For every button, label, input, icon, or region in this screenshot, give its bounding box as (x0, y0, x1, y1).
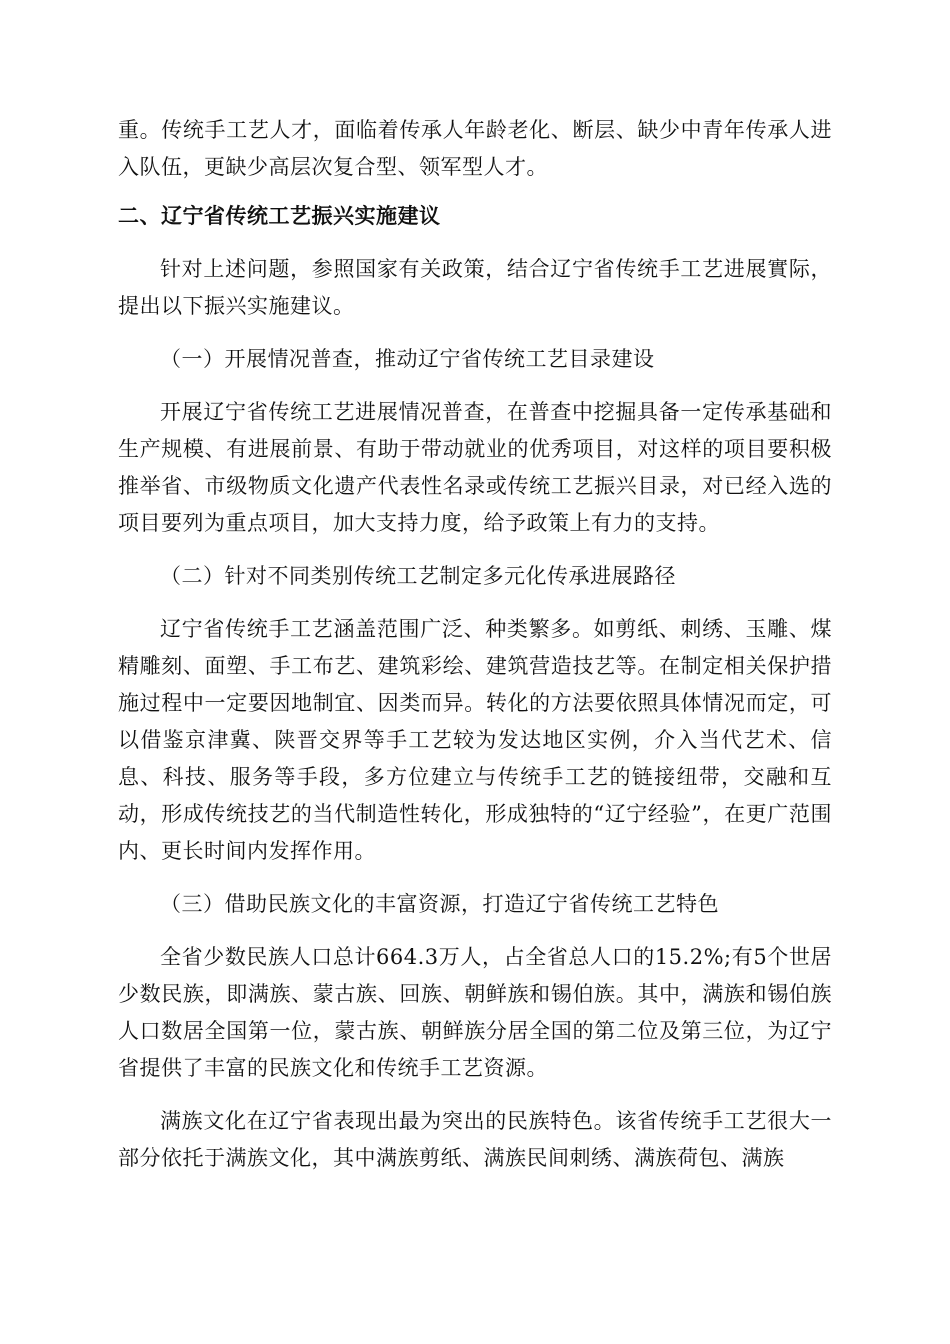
section-heading-2: 二、辽宁省传统工艺振兴实施建议 (118, 204, 441, 228)
subheading-2: （二）针对不同类别传统工艺制定多元化传承进展路径 (160, 564, 676, 588)
paragraph-sub2: 辽宁省传统手工艺涵盖范围广泛、种类繁多。如剪纸、刺绣、玉雕、煤精雕刻、面塑、手工布艺、建筑彩绘、建筑营造技艺等。在制定相关保护措施过程中一定要因地制宜、因类而异。转化的方法要依照具体情况而定，可以借鉴京津冀、陕晋交界等手工艺较为发达地区实例，介入当代艺术、信息、科技、服务等手段，多方位建立与传统手工艺的链接纽带，交融和互动，形成传统技艺的当代制造性转化，形成独特的“辽宁经验”，在更广范围内、更长时间内发挥作用。 (118, 617, 832, 863)
subheading-1: （一）开展情况普查，推动辽宁省传统工艺目录建设 (160, 347, 655, 371)
paragraph-continuation: 重。传统手工艺人才，面临着传承人年龄老化、断层、缺少中青年传承人进入队伍，更缺少高层次复合型、领军型人才。 (118, 118, 832, 179)
paragraph-intro: 针对上述问题，参照国家有关政策，结合辽宁省传统手工艺进展實际，提出以下振兴实施建议。 (118, 257, 832, 318)
paragraph-sub1: 开展辽宁省传统工艺进展情况普查，在普查中挖掘具备一定传承基础和生产规模、有进展前景、有助于带动就业的优秀项目，对这样的项目要积极推举省、市级物质文化遗产代表性名录或传统工艺振兴目录，对已经入选的项目要列为重点项目，加大支持力度，给予政策上有力的支持。 (118, 400, 832, 535)
subheading-3: （三）借助民族文化的丰富资源，打造辽宁省传统工艺特色 (160, 892, 719, 916)
paragraph-sub3a: 全省少数民族人口总计664.3万人，占全省总人口的15.2%;有5个世居少数民族，即满族、蒙古族、回族、朝鲜族和锡伯族。其中，满族和锡伯族人口数居全国第一位，蒙古族、朝鲜族分居全国的第二位及第三位，为辽宁省提供了丰富的民族文化和传统手工艺资源。 (118, 945, 832, 1080)
paragraph-sub3b: 满族文化在辽宁省表现出最为突出的民族特色。该省传统手工艺很大一部分依托于满族文化，其中满族剪纸、满族民间刺绣、满族荷包、满族 (118, 1109, 832, 1170)
